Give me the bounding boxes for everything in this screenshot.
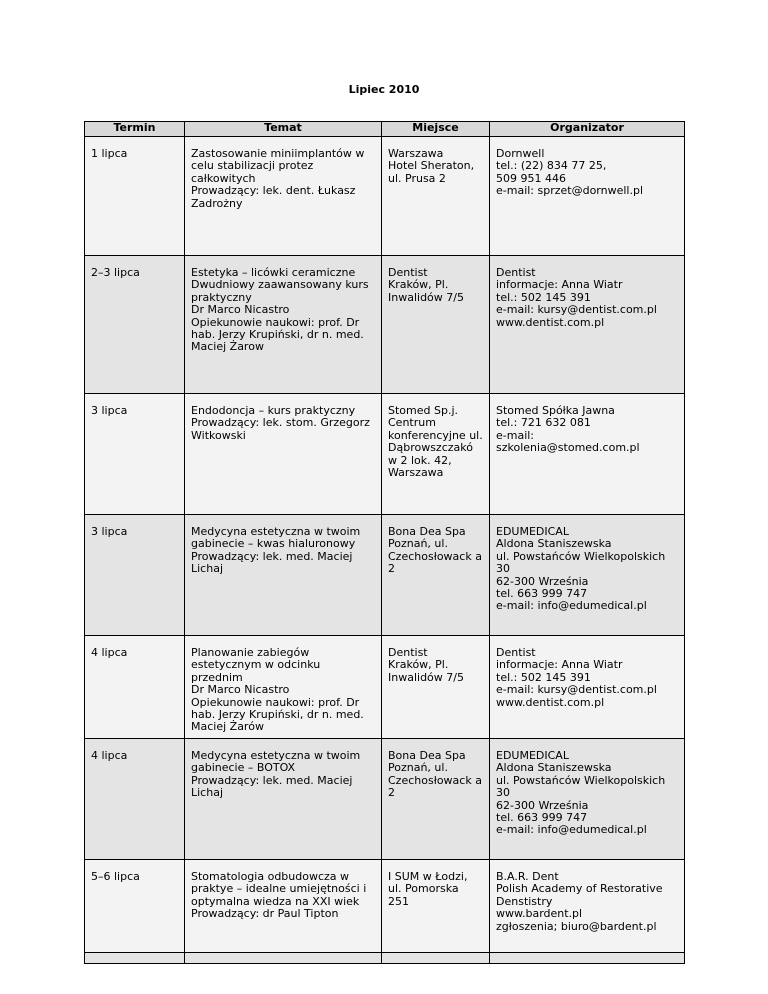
organizator-line: zgłoszenia; biuro@bardent.pl [496, 919, 657, 933]
table-row [85, 137, 685, 256]
table-row [85, 515, 685, 636]
cell-termin: 4 lipca [85, 636, 185, 739]
cell-miejsce [382, 137, 490, 256]
table-row [85, 636, 685, 739]
cell-termin: 3 lipca [85, 515, 185, 636]
column-header-miejsce: Miejsce [382, 122, 490, 137]
miejsce-line: Stomed Sp.j. [388, 404, 459, 417]
miejsce-line: Kraków, Pl. Inwalidów 7/5 [388, 278, 464, 304]
table-row [85, 394, 685, 515]
organizator-line: informacje: Anna Wiatr [496, 658, 623, 672]
temat-line: Opiekunowie naukowi: prof. Dr hab. Jerzy Krupiński, dr n. med. Maciej Żarow [191, 315, 368, 354]
table-row [85, 739, 685, 860]
temat-line: Dr Marco Nicastro [191, 303, 290, 317]
cell-organizator [490, 137, 685, 256]
temat-line: Prowadzący: lek. stom. Grzegorz Witkowski [191, 416, 374, 442]
organizator-line: www.bardent.pl [496, 907, 583, 921]
organizator-line: tel.: 502 145 391 [496, 670, 591, 684]
cell-organizator [490, 256, 685, 394]
organizator-line: tel. 663 999 747 [496, 811, 588, 825]
temat-line: Medycyna estetyczna w twoim gabinecie – BOTOX [191, 749, 364, 775]
organizator-line: e-mail: kursy@dentist.com.pl [496, 683, 657, 697]
organizator-line: tel.: 502 145 391 [496, 290, 591, 304]
miejsce-line: Kraków, Pl. Inwalidów 7/5 [388, 658, 464, 684]
organizator-line: B.A.R. Dent [496, 870, 559, 883]
cell-temat [185, 636, 382, 739]
organizator-line: Aldona Staniszewska [496, 537, 612, 551]
cell-miejsce [382, 636, 490, 739]
organizator-line: Polish Academy of Restorative Denstistry [496, 882, 667, 908]
cell-temat [185, 515, 382, 636]
cell-temat [185, 739, 382, 860]
temat-line: Medycyna estetyczna w twoim gabinecie – kwas hialuronowy [191, 525, 364, 551]
miejsce-line: ul. Prusa 2 [388, 171, 446, 185]
temat-line: Opiekunowie naukowi: prof. Dr hab. Jerzy Krupiński, dr n. med. Maciej Żarów [191, 695, 368, 734]
cell-termin: 4 lipca [85, 739, 185, 860]
temat-line: Planowanie zabiegów estetycznym w odcinku przednim [191, 646, 324, 684]
cell-miejsce [382, 394, 490, 515]
organizator-line: www.dentist.com.pl [496, 695, 605, 709]
organizator-line: Dornwell [496, 147, 545, 160]
empty-row [85, 953, 685, 964]
cell-temat [185, 137, 382, 256]
organizator-line: ul. Powstańców Wielkopolskich 30 [496, 549, 669, 576]
cell-organizator [490, 515, 685, 636]
cell-temat [185, 394, 382, 515]
empty-cell [490, 953, 685, 964]
cell-organizator [490, 394, 685, 515]
miejsce-line: Centrum konferencyjne ul. Dąbrowszczakó w 2 lok. 42, Warszawa [388, 416, 487, 480]
organizator-line: 62-300 Września [496, 574, 589, 588]
miejsce-line: Hotel Sheraton, [388, 159, 475, 173]
miejsce-line: Bona Dea Spa [388, 749, 466, 762]
header-row [85, 122, 685, 137]
organizator-line: e-mail: info@edumedical.pl [496, 823, 647, 837]
organizator-line: Stomed Spółka Jawna [496, 404, 615, 417]
organizator-line: tel.: (22) 834 77 25, [496, 159, 607, 173]
empty-cell [185, 953, 382, 964]
temat-line: Estetyka – licówki ceramiczne [191, 266, 356, 279]
table-row [85, 860, 685, 953]
temat-line: Dwudniowy zaawansowany kurs praktyczny [191, 278, 373, 304]
organizator-line: tel.: 721 632 081 [496, 416, 591, 430]
organizator-line: www.dentist.com.pl [496, 315, 605, 329]
miejsce-line: Dentist [388, 646, 428, 659]
cell-miejsce [382, 860, 490, 953]
organizator-line: ul. Powstańców Wielkopolskich 30 [496, 773, 669, 800]
cell-temat [185, 860, 382, 953]
cell-termin: 3 lipca [85, 394, 185, 515]
cell-miejsce [382, 256, 490, 394]
table-row [85, 256, 685, 394]
organizator-line: tel. 663 999 747 [496, 587, 588, 601]
temat-line: Endodoncja – kurs praktyczny [191, 404, 356, 417]
organizator-line: informacje: Anna Wiatr [496, 278, 623, 292]
cell-termin: 2–3 lipca [85, 256, 185, 394]
temat-line: Prowadzący: lek. med. Maciej Lichaj [191, 773, 356, 800]
temat-line: Dr Marco Nicastro [191, 683, 290, 697]
cell-organizator [490, 636, 685, 739]
miejsce-line: Warszawa [388, 147, 444, 160]
miejsce-line: Poznań, ul. Czechosłowack a 2 [388, 537, 486, 576]
column-header-temat: Temat [185, 122, 382, 137]
temat-line: Zastosowanie miniimplantów w celu stabilizacji protez całkowitych [191, 147, 368, 185]
cell-organizator [490, 739, 685, 860]
organizator-line: szkolenia@stomed.com.pl [496, 441, 640, 455]
temat-line: Stomatologia odbudowcza w praktye – idealne umiejętności i optymalna wiedza na XXI wiek [191, 870, 370, 908]
organizator-line: 62-300 Września [496, 798, 589, 812]
cell-miejsce [382, 515, 490, 636]
organizator-line: Aldona Staniszewska [496, 761, 612, 775]
cell-miejsce [382, 739, 490, 860]
empty-cell [85, 953, 185, 964]
organizator-line: e-mail: [496, 428, 535, 442]
cell-termin: 1 lipca [85, 137, 185, 256]
organizator-line: 509 951 446 [496, 171, 566, 185]
temat-line: Prowadzący: dr Paul Tipton [191, 907, 339, 921]
column-header-organizator: Organizator [490, 122, 685, 137]
organizator-line: e-mail: kursy@dentist.com.pl [496, 303, 657, 317]
page-title: Lipiec 2010 [348, 83, 420, 96]
miejsce-line: Bona Dea Spa [388, 525, 466, 538]
miejsce-line: Dentist [388, 266, 428, 279]
organizator-line: e-mail: info@edumedical.pl [496, 599, 647, 613]
organizator-line: Dentist [496, 266, 536, 279]
temat-line: Prowadzący: lek. dent. Łukasz Zadrożny [191, 184, 359, 210]
schedule-table [84, 121, 685, 964]
cell-organizator [490, 860, 685, 953]
cell-temat [185, 256, 382, 394]
organizator-line: EDUMEDICAL [496, 525, 569, 538]
organizator-line: e-mail: sprzet@dornwell.pl [496, 184, 644, 198]
miejsce-line: Poznań, ul. Czechosłowack a 2 [388, 761, 486, 800]
temat-line: Prowadzący: lek. med. Maciej Lichaj [191, 549, 356, 576]
column-header-termin: Termin [85, 122, 185, 137]
empty-cell [382, 953, 490, 964]
organizator-line: Dentist [496, 646, 536, 659]
miejsce-line: I SUM w Łodzi, ul. Pomorska 251 [388, 870, 471, 908]
organizator-line: EDUMEDICAL [496, 749, 569, 762]
cell-termin: 5–6 lipca [85, 860, 185, 953]
